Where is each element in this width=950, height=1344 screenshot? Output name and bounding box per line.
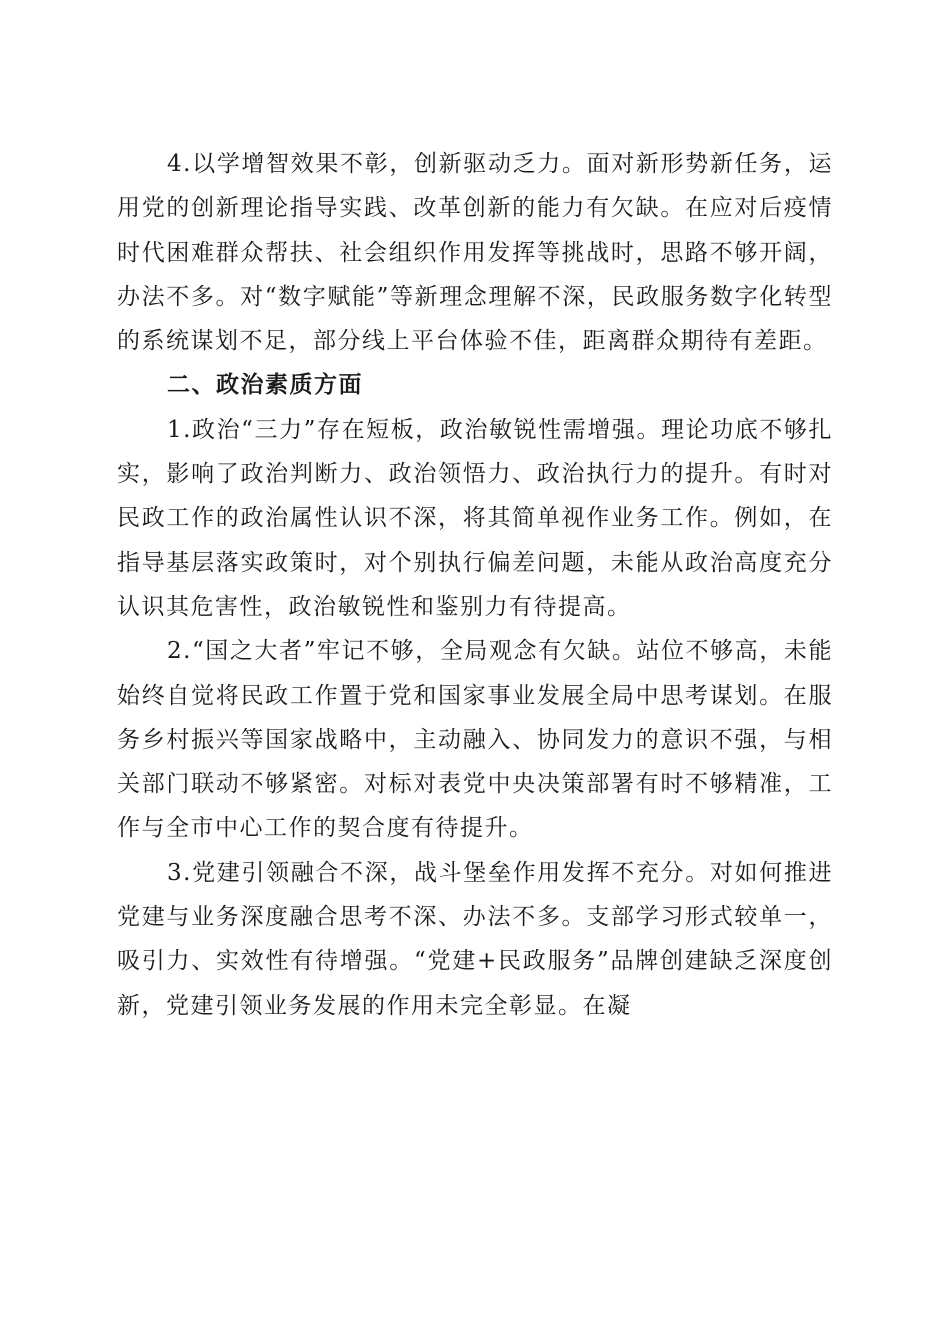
paragraph-innovation-capacity: 4.以学增智效果不彰，创新驱动乏力。面对新形势新任务，运用党的创新理论指导实践、改革创新的能力有欠缺。在应对后疫情时代困难群众帮扶、社会组织作用发挥等挑战时，思路不够开阔，办法不多。对“数字赋能”等新理念理解不深，民政服务数字化转型的系统谋划不足，部分线上平台体验不佳，距离群众期待有差距。 (117, 151, 833, 355)
paragraph-political-ability: 1.政治“三力”存在短板，政治敏锐性需增强。理论功底不够扎实，影响了政治判断力、政治领悟力、政治执行力的提升。有时对民政工作的政治属性认识不深，将其简单视作业务工作。例如，在指导基层落实政策时，对个别执行偏差问题，未能从政治高度充分认识其危害性，政治敏锐性和鉴别力有待提高。 (117, 416, 833, 620)
paragraph-party-building: 3.党建引领融合不深，战斗堡垒作用发挥不充分。对如何推进党建与业务深度融合思考不深、办法不多。支部学习形式较单一，吸引力、实效性有待增强。“党建+民政服务”品牌创建缺乏深度创新，党建引领业务发展的作用未完全彰显。在凝 (117, 859, 833, 1019)
section-heading-political-quality: 二、政治素质方面 (167, 372, 363, 399)
document-body (117, 142, 833, 1028)
paragraph-overall-view: 2.“国之大者”牢记不够，全局观念有欠缺。站位不够高，未能始终自觉将民政工作置于党和国家事业发展全局中思考谋划。在服务乡村振兴等国家战略中，主动融入、协同发力的意识不强，与相关部门联动不够紧密。对标对表党中央决策部署有时不够精准，工作与全市中心工作的契合度有待提升。 (117, 638, 833, 842)
